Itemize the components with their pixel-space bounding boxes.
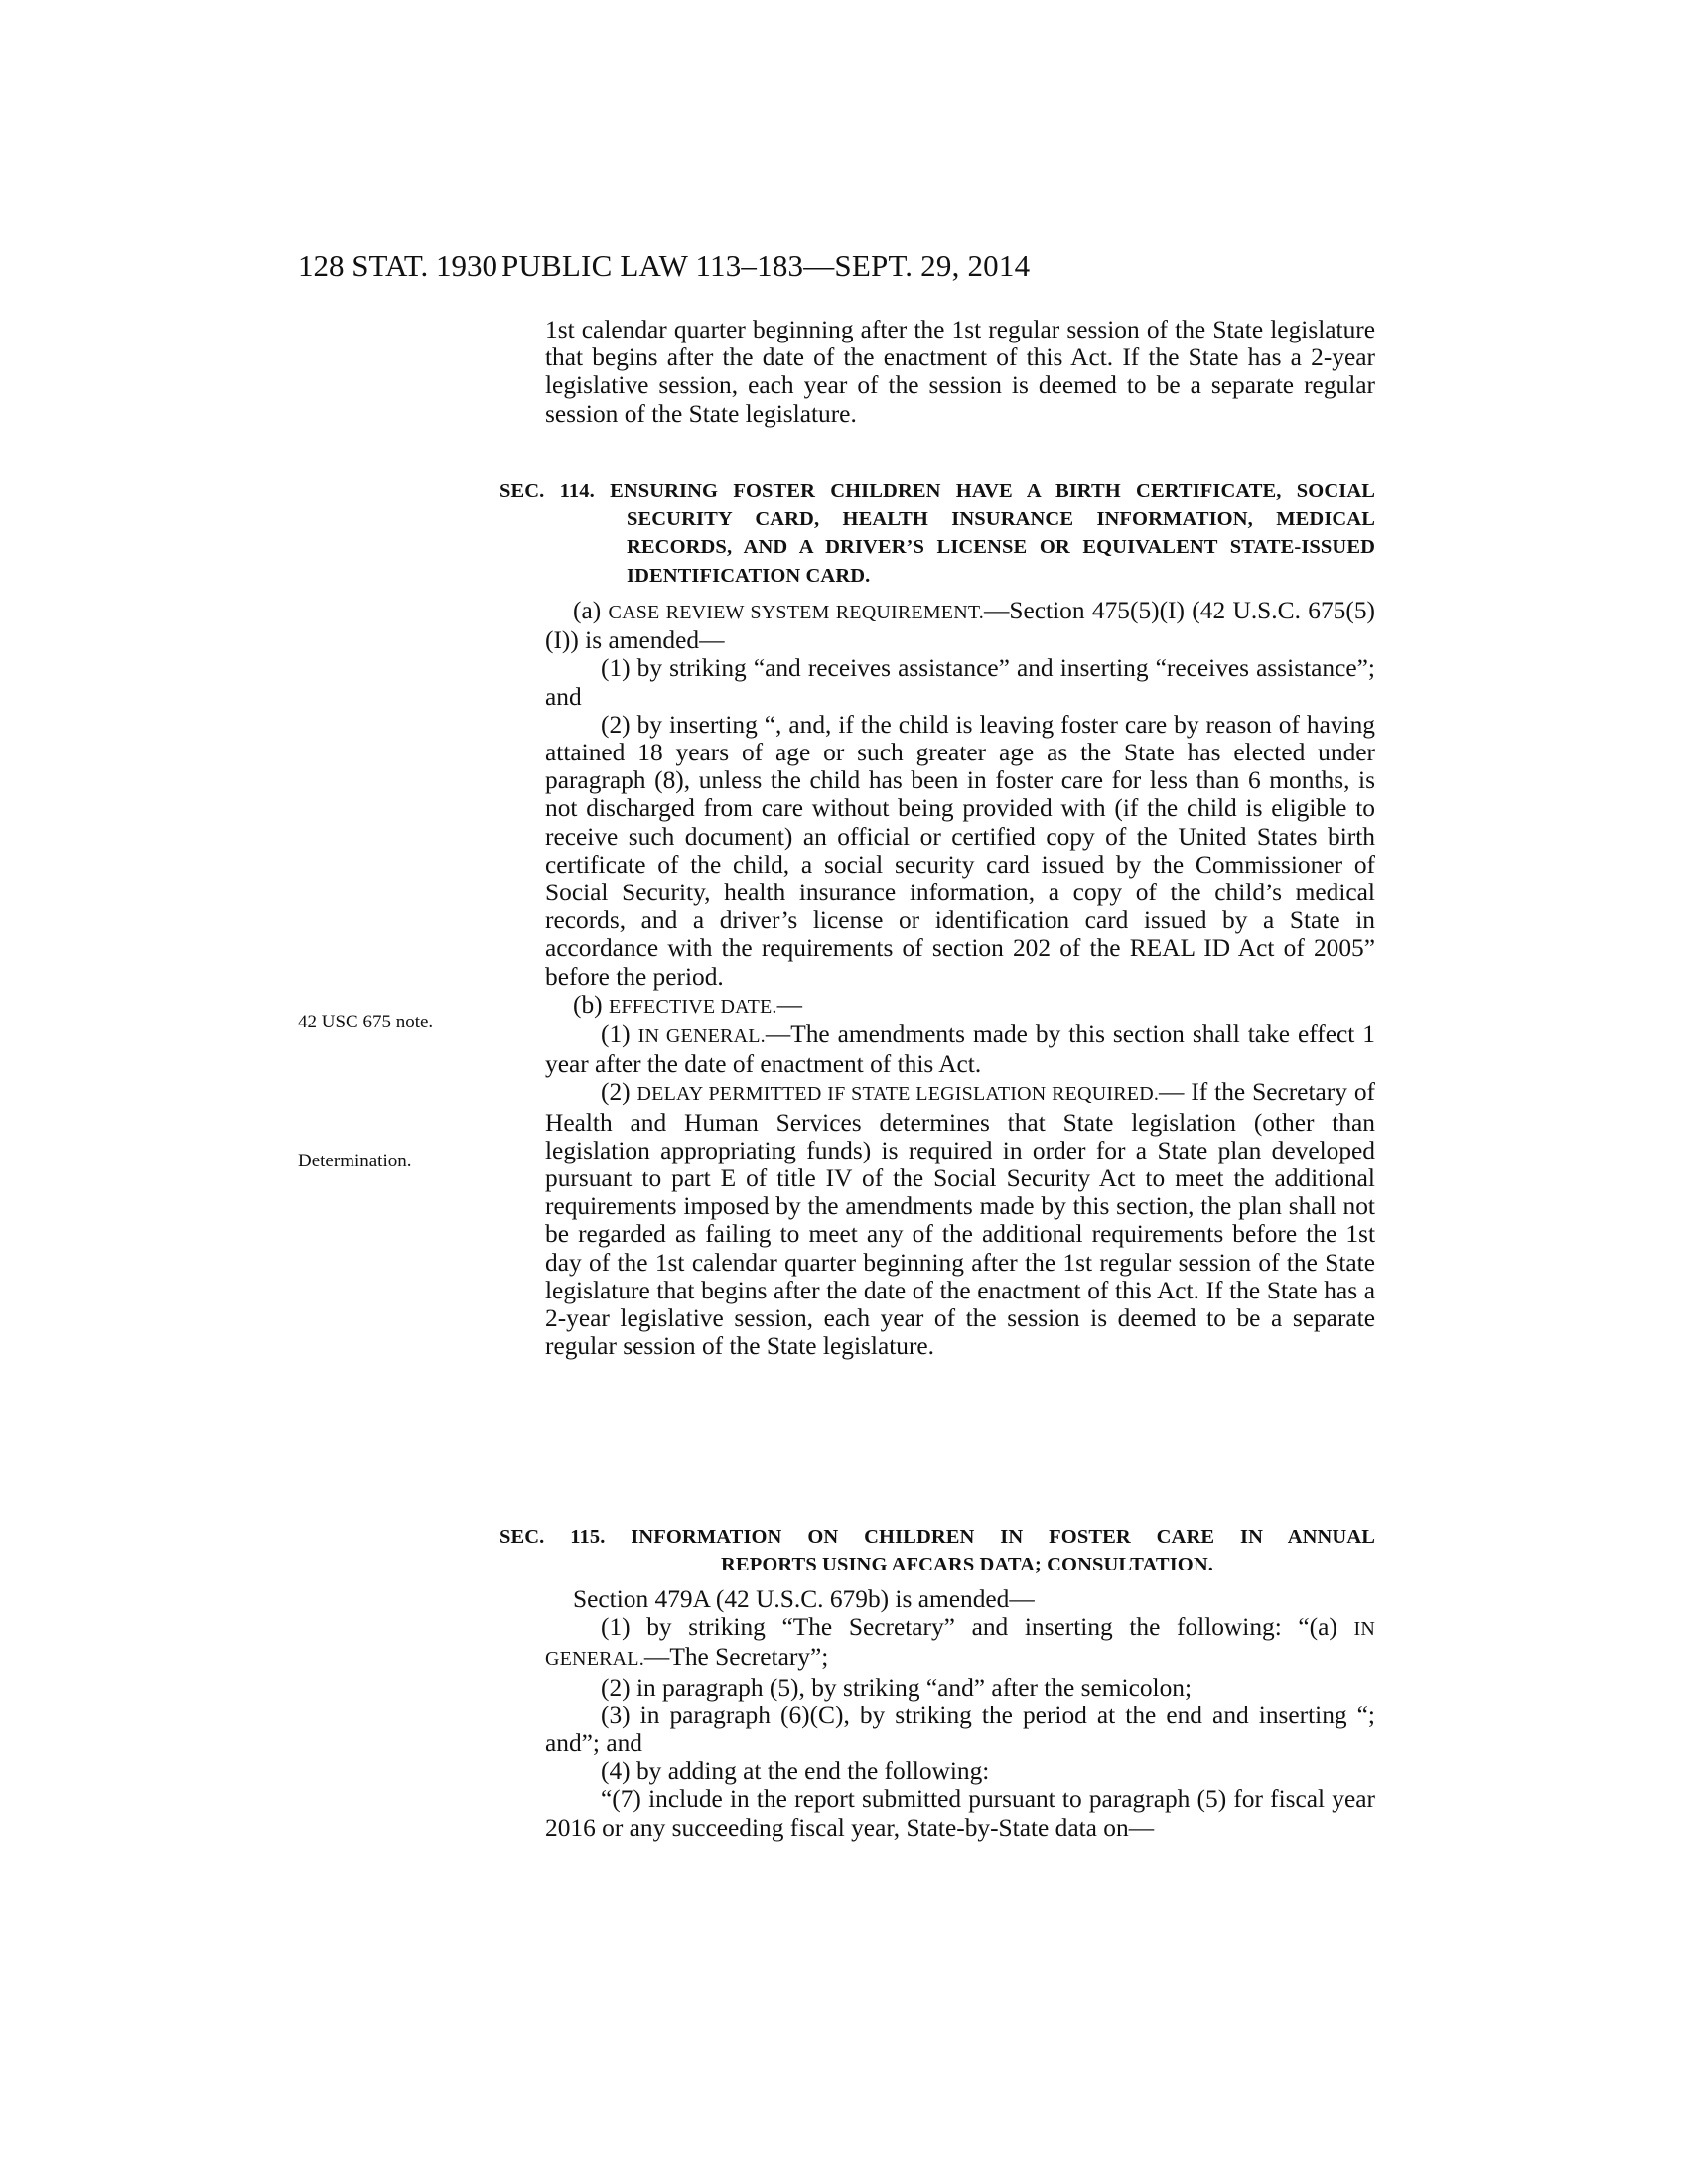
subsection-a-caption: CASE REVIEW SYSTEM REQUIREMENT. — [608, 602, 984, 623]
sec-115-heading-line-2: REPORTS USING AFCARS DATA; CONSULTATION. — [721, 1554, 1213, 1576]
sec-115-heading — [499, 1523, 1375, 1578]
continued-paragraph — [545, 316, 1375, 428]
sec-115-paragraph-3: (3) in paragraph (6)(C), by striking the period at the end and inserting “; and”; and — [545, 1701, 1375, 1758]
sec-115-paragraph-4: (4) by adding at the end the following: — [601, 1757, 990, 1786]
paragraph-a1: (1) by striking “and receives assistance” and inserting “receives assistance”; and — [545, 654, 1375, 711]
paragraph-b1: (1) IN GENERAL.—The amendments made by this section shall take effect 1 year after the date of enactment of this Act. — [545, 1021, 1375, 1079]
page-header — [298, 248, 1221, 288]
statute-page-number: 128 STAT. 1930 — [298, 248, 498, 283]
sec-115-paragraph-2: (2) in paragraph (5), by striking “and” after the semicolon; — [601, 1673, 1193, 1702]
paragraph-b1-caption: IN GENERAL. — [637, 1025, 766, 1048]
sec-115-intro: Section 479A (42 U.S.C. 679b) is amended— — [573, 1585, 1035, 1613]
subsection-a: (a) CASE REVIEW SYSTEM REQUIREMENT.—Section 475(5)(I) (42 U.S.C. 675(5)(I)) is amended— — [545, 597, 1375, 655]
sec-114-body — [545, 597, 1375, 1360]
sec-115-paragraph-1-caption: IN GENERAL. — [545, 1618, 1375, 1671]
sec-115-paragraph-5: “(7) include in the report submitted pursuant to paragraph (5) for fiscal year 2016 or any succeeding fiscal year, State-by-State data on— — [545, 1785, 1375, 1842]
margin-note-usc: 42 USC 675 note. — [298, 1012, 434, 1032]
sec-115-paragraph-1: (1) by striking “The Secretary” and inserting the following: “(a) IN GENERAL.—The Secretary”; — [545, 1613, 1375, 1672]
subsection-b-caption: EFFECTIVE DATE. — [608, 995, 777, 1018]
sec-115-heading-line-1: SEC. 115. INFORMATION ON CHILDREN IN FOSTER CARE IN ANNUAL — [499, 1526, 1375, 1548]
paragraph-a2: (2) by inserting “, and, if the child is leaving foster care by reason of having attained 18 years of age or such greater age as the State has elected under paragraph (8), unless the child has been in foster care for less than 6 months, is not discharged from care without being provided with (if the child is eligible to receive such document) an official or certified copy of the United States birth certificate of the child, a social security card issued by the Commissioner of Social Security, health insurance information, a copy of the child’s medical records, and a driver’s license or identification card issued by a State in accordance with the requirements of section 202 of the REAL ID Act of 2005” before the period. — [545, 710, 1375, 991]
subsection-b: (b) EFFECTIVE DATE.— — [573, 990, 803, 1019]
running-head: PUBLIC LAW 113–183—SEPT. 29, 2014 — [501, 248, 1031, 283]
sec-114-heading: SEC. 114. ENSURING FOSTER CHILDREN HAVE A BIRTH CERTIFICATE, SOCIAL SECURITY CARD, HEALTH INSURANCE INFORMATION, MEDICAL RECORDS, AND A DRIVER’S LICENSE OR EQUIVALENT STATE-ISSUED IDENTIFICATION CARD. — [499, 480, 1375, 587]
paragraph-b2-caption: DELAY PERMITTED IF STATE LEGISLATION REQUIRED. — [636, 1083, 1160, 1106]
paragraph-b2: (2) DELAY PERMITTED IF STATE LEGISLATION REQUIRED.— If the Secretary of Health and Human Services determines that State legislation (other than legislation appropriating funds) is required in order for a State plan developed pursuant to part E of title IV of the Social Security Act to meet the additional requirements imposed by the amendments made by this section, the plan shall not be regarded as failing to meet any of the additional requirements before the 1st day of the 1st calendar quarter beginning after the 1st regular session of the State legislature that begins after the date of the enactment of this Act. If the State has a 2-year legislative session, each year of the session is deemed to be a separate regular session of the State legislature. — [545, 1078, 1375, 1361]
margin-note-determination: Determination. — [298, 1151, 412, 1171]
sec-115-body — [545, 1585, 1375, 1842]
intro-paragraph: 1st calendar quarter beginning after the 1st regular session of the State legislature that begins after the date of the enactment of this Act. If the State has a 2-year legislative session, each year of the session is deemed to be a separate regular session of the State legislature. — [545, 316, 1375, 428]
